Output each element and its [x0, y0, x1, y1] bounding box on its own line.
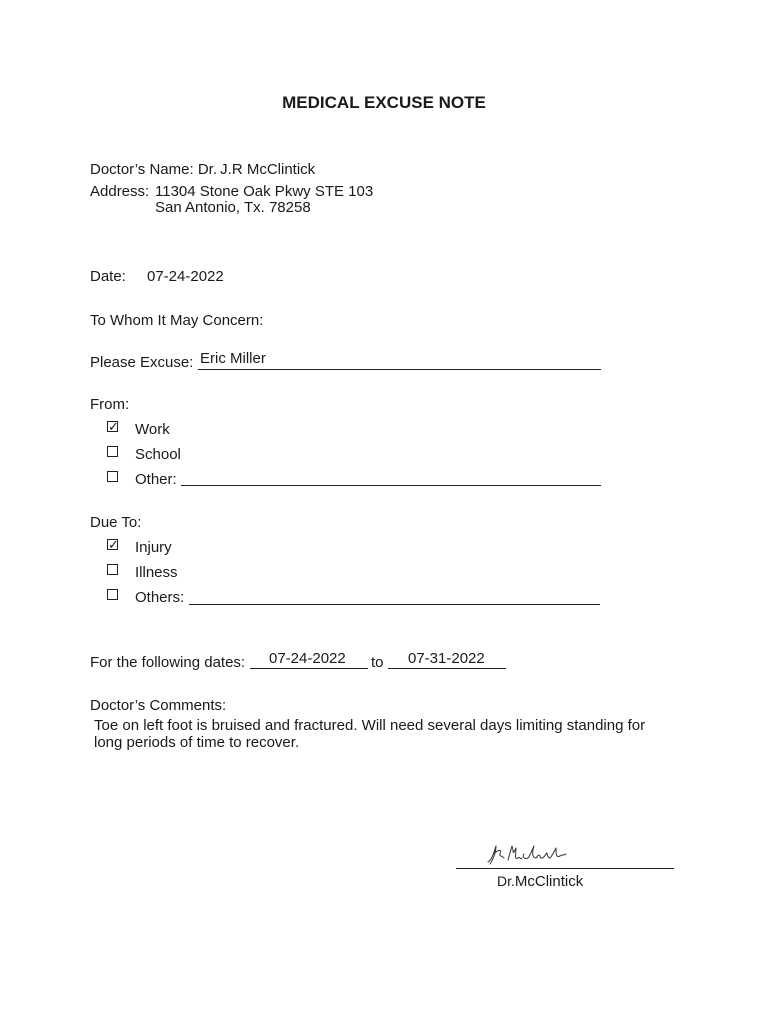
check-mark-icon: ✓ — [108, 537, 119, 552]
due-illness-checkbox[interactable] — [107, 564, 118, 575]
from-work-label: Work — [135, 421, 170, 438]
from-school-checkbox[interactable] — [107, 446, 118, 457]
due-injury-label: Injury — [135, 539, 172, 556]
signature-name — [497, 874, 583, 889]
date-label: Date: — [90, 268, 126, 285]
to-label: to — [371, 654, 384, 671]
dates-label: For the following dates: — [90, 654, 246, 671]
end-date-value[interactable]: 07-31-2022 — [408, 650, 485, 667]
salutation: To Whom It May Concern: — [90, 312, 264, 329]
excuse-label: Please Excuse: — [90, 354, 194, 371]
due-to-label: Due To: — [90, 514, 142, 531]
address-label: Address: — [90, 183, 150, 200]
comments-text: Toe on left foot is bruised and fractured. Will need several days limiting standing for long periods of time to recover. — [94, 717, 646, 751]
due-others-checkbox[interactable] — [107, 589, 118, 600]
from-other-label: Other: — [135, 471, 177, 488]
comments-label: Doctor’s Comments: — [90, 697, 227, 714]
doctor-prefix: Dr. — [197, 161, 217, 178]
excuse-name-value[interactable]: Eric Miller — [200, 350, 266, 367]
signature-prefix: Dr. — [497, 873, 515, 889]
page-title: MEDICAL EXCUSE NOTE — [282, 93, 486, 112]
signature-name-value: McClintick — [514, 873, 584, 890]
doctor-name-row — [90, 162, 315, 177]
signature-line — [456, 868, 674, 869]
end-date-underline — [388, 668, 506, 669]
from-other-underline[interactable] — [181, 485, 601, 486]
doctor-name-label: Doctor’s Name: — [90, 161, 194, 178]
due-illness-label: Illness — [135, 564, 178, 581]
signature-image — [484, 842, 574, 868]
start-date-underline — [250, 668, 368, 669]
due-others-label: Others: — [135, 589, 185, 606]
from-other-checkbox[interactable] — [107, 471, 118, 482]
doctor-name-value: J.R McClintick — [220, 161, 316, 178]
from-work-checkbox[interactable] — [107, 421, 118, 432]
due-others-underline[interactable] — [189, 604, 600, 605]
from-school-label: School — [135, 446, 181, 463]
due-injury-checkbox[interactable] — [107, 539, 118, 550]
start-date-value[interactable]: 07-24-2022 — [269, 650, 346, 667]
date-value: 07-24-2022 — [147, 268, 224, 285]
excuse-underline — [198, 369, 601, 370]
address-line-2: San Antonio, Tx. 78258 — [155, 199, 311, 216]
check-mark-icon: ✓ — [108, 419, 119, 434]
address-line-1: 11304 Stone Oak Pkwy STE 103 — [155, 183, 374, 200]
from-label: From: — [90, 396, 130, 413]
